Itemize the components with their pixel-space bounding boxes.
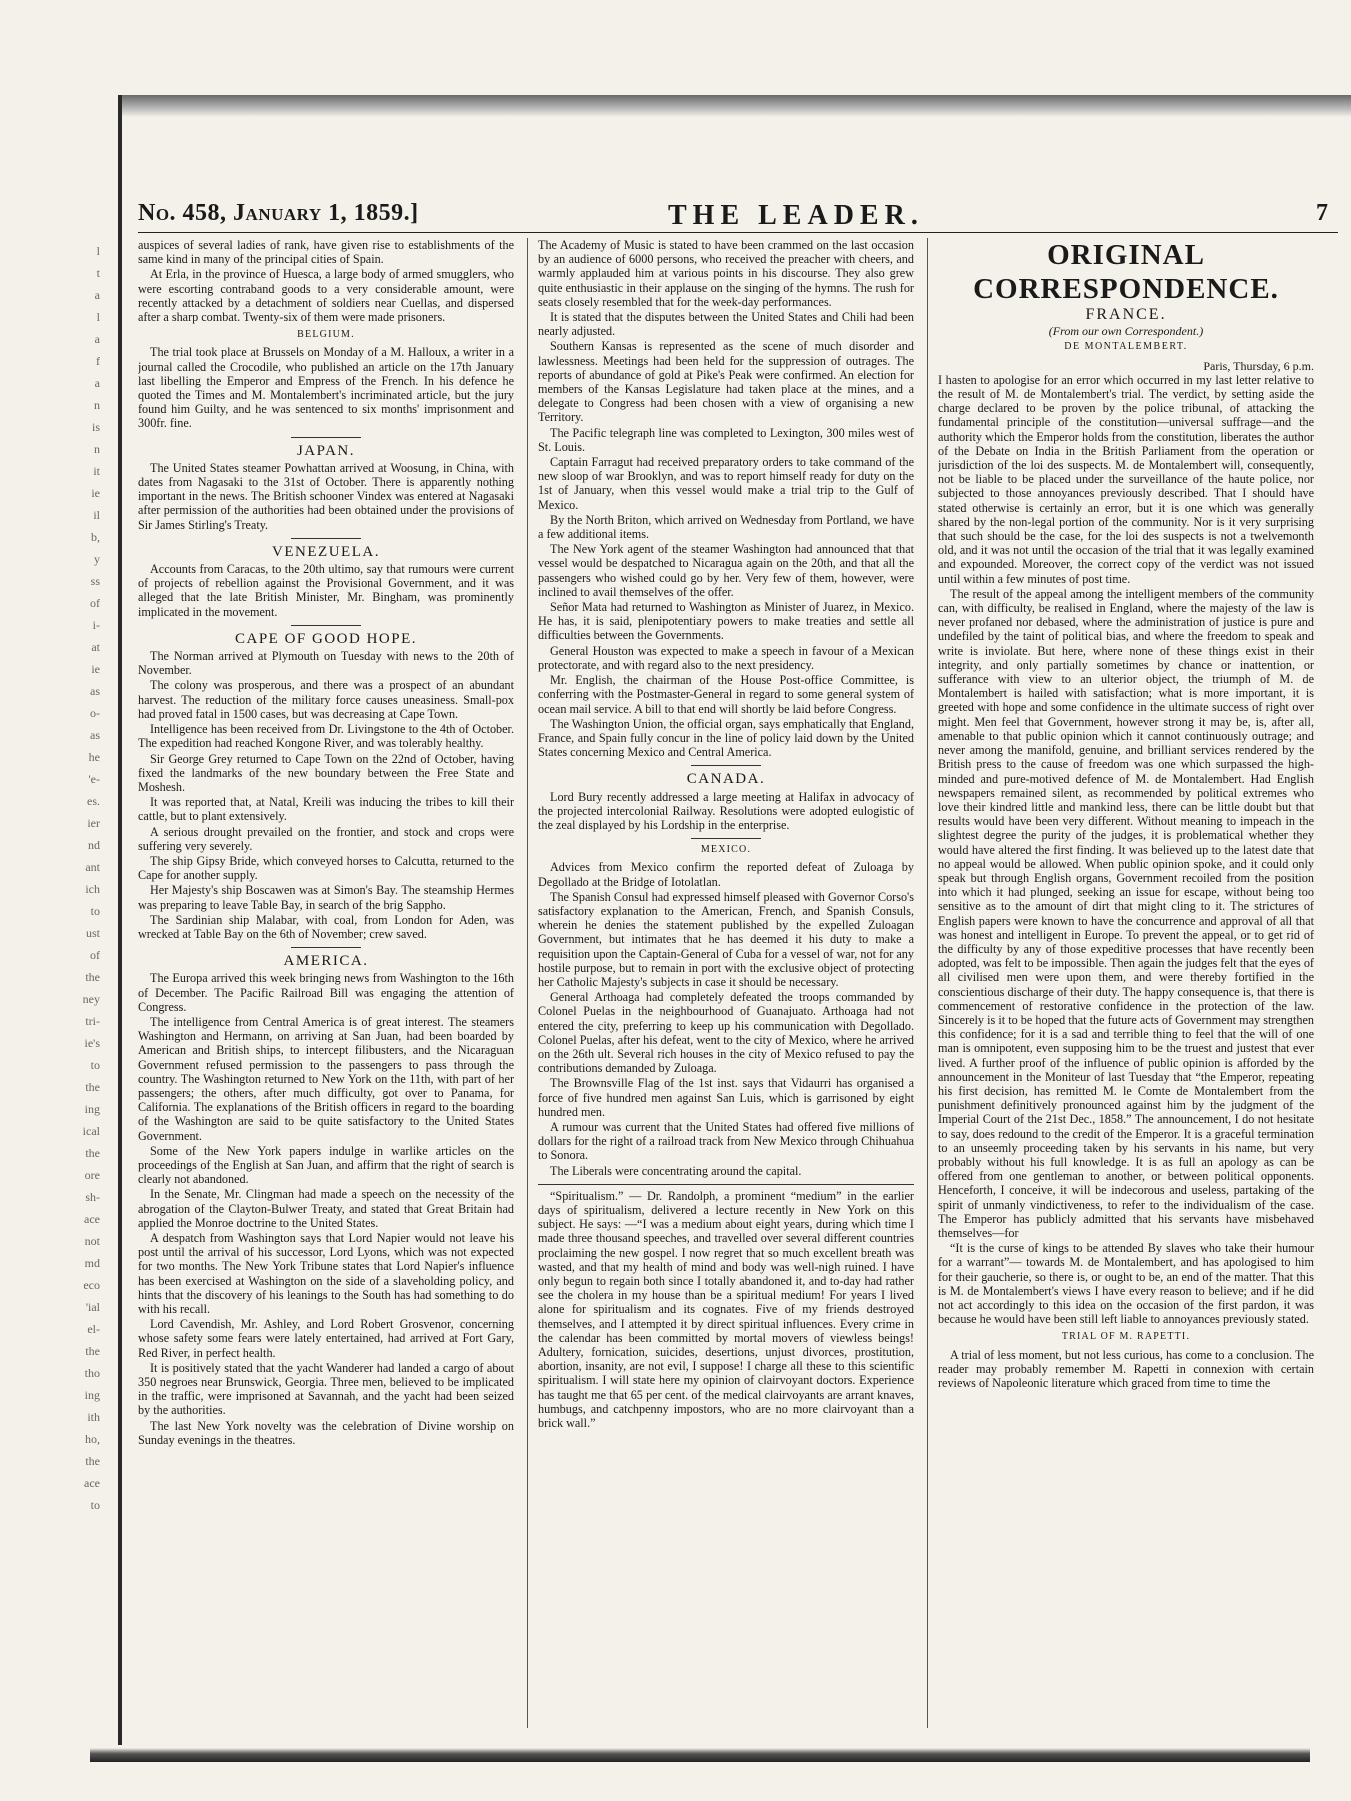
page-number: 7 (1316, 200, 1328, 226)
section-rule (291, 947, 361, 948)
spiritualism-article (538, 1189, 914, 1430)
venezuela-heading: VENEZUELA. (272, 543, 380, 560)
trial-heading: TRIAL OF M. RAPETTI. (1061, 1331, 1191, 1343)
paragraph: The last New York novelty was the celebration of Divine worship on Sunday evenings in the theatres. (138, 1418, 514, 1447)
section-rule (291, 437, 361, 438)
margin-fragment: ho, (85, 1432, 100, 1446)
paragraph: The Sardinian ship Malabar, with coal, from London for Aden, was wrecked at Table Bay on the 6th of November; crew saved. (138, 912, 514, 941)
canada-article (538, 790, 914, 833)
france-heading: FRANCE. (1085, 306, 1167, 323)
paragraph: Advices from Mexico confirm the reported defeat of Zuloaga by Degollado at the Bridge of Iotolatlan. (538, 860, 914, 889)
section-rule (291, 625, 361, 626)
margin-fragment: ier (87, 816, 100, 830)
japan-heading: JAPAN. (296, 442, 356, 459)
section-rule (691, 765, 761, 766)
paragraph: I hasten to apologise for an error which occurred in my last letter relative to the result of M. de Montalembert's trial. The verdict, by setting aside the charge declared to be proven by the police tribunal, of attacking the fundamental principle of the constitution—universal suffrage—and the authority which the Emperor holds from the constitution, liberates the author of the Debate on India in the British Parliament from the operation or jurisdiction of the loi des suspects. M. de Montalembert will, consequently, not be liable to be placed under the surveillance of the haute police, nor subjected to those annoyances previously described. That I should have stated otherwise is certainly an error, but it is one which was generally shared by the non-legal portion of the community. Nor is it very surprising that such should be the case, for the loi des suspects is not a twelvemonth old, and it was not until the occasion of the trial that it was legally examined and expounded. Moreover, the correct copy of the verdict was not issued until within a few minutes of post time. (938, 372, 1314, 586)
paragraph: Sir George Grey returned to Cape Town on the 22nd of October, having fixed the landmarks of the new boundary between the Free State and Moshesh. (138, 751, 514, 794)
column-3 (938, 238, 1314, 1728)
paragraph: The New York agent of the steamer Washington had announced that that vessel would be despatched to Nicaragua again on the 20th, and that all the passengers who wished could go by her. Very few of them, however, were inclined to avail themselves of the offer. (538, 542, 914, 599)
paragraph: The ship Gipsy Bride, which conveyed horses to Calcutta, returned to the Cape for another supply. (138, 853, 514, 883)
margin-fragment: a (94, 288, 100, 302)
margin-fragment: l (96, 244, 100, 258)
margin-fragment: ss (90, 574, 100, 588)
adjacent-page-margin (40, 240, 100, 1540)
belgium-article (138, 345, 514, 430)
margin-fragment: n (94, 442, 100, 456)
margin-fragment: to (90, 904, 100, 918)
margin-fragment: md (84, 1256, 100, 1270)
cape-article (138, 649, 514, 941)
paragraph: “Spiritualism.” — Dr. Randolph, a prominent “medium” in the earlier days of spiritualism, delivered a lecture recently in New York on this subject. He says: —“I was a medium about eight years, during which time I made three thousand speeches, and travelled over several different countries proclaiming the new gospel. I now regret that so much excellent breath was wasted, and that my health of mind and body was well-nigh ruined. I have only begun to regain both since I totally abandoned it, and to-day had rather see the cholera in my house than be a spiritual medium! For years I lived alone for spiritualism and its cognates. Five of my friends destroyed themselves, and I attempted it by direct spiritual influences. Every crime in the calendar has been committed by mortal movers of viewless beings! Adultery, fornication, suicides, desertions, unjust divorces, prostitution, abortion, insanity, are not evil, I suppose! I charge all these to this scientific spiritualism. I will state here my opinion of clairvoyant doctors. Experience has taught me that 65 per cent. of the medical clairvoyants are arrant knaves, humbugs, and catchpenny impostors, who are no more clairvoyant than a brick wall.” (538, 1188, 914, 1431)
paragraph: The intelligence from Central America is of great interest. The steamers Washington and Hermann, on arriving at San Juan, had been boarded by American and British ships, to intercept filibusters, and the Nicaraguan Government refused permission to the passengers to pass through the country. The Washington returned to New York on the 11th, with part of her passengers; the others, after much difficulty, got over to Panama, for California. The explanations of the British officers in regard to the boarding of the Washington are said to be quite satisfactory to the United States Government. (138, 1014, 514, 1143)
margin-fragment: not (84, 1234, 100, 1248)
margin-fragment: f (96, 354, 100, 368)
margin-fragment: the (85, 1454, 100, 1468)
spain-continued (138, 238, 514, 324)
margin-fragment: of (90, 948, 100, 962)
margin-fragment: as (90, 728, 100, 742)
paragraph: The Spanish Consul had expressed himself pleased with Governor Corso's satisfactory explanation to the American, French, and Spanish Consuls, wherein he denies the statement published by the expelled Zuloagan Government, but intimates that he has deemed it his duty to make a requisition upon the Captain-General of Cuba for a vessel of war, not for any hostile purpose, but to remain in port with the exclusive object of protecting her Catholic Majesty's subjects in case it should be necessary. (538, 889, 914, 989)
japan-article (138, 461, 514, 532)
margin-fragment: the (85, 1344, 100, 1358)
topic-heading: DE MONTALEMBERT. (1064, 341, 1188, 353)
mexico-heading: MEXICO. (700, 844, 752, 856)
margin-fragment: of (90, 596, 100, 610)
column-divider-1 (527, 238, 528, 1728)
paragraph: The Liberals were concentrating around the capital. (550, 1163, 802, 1178)
america-heading: AMERICA. (283, 953, 369, 970)
canada-heading: CANADA. (686, 771, 766, 788)
margin-fragment: ing (84, 1388, 100, 1402)
original-correspondence-heading: ORIGINAL CORRESPONDENCE. (973, 239, 1279, 305)
issue-number-date: No. 458, January 1, 1859.] (138, 200, 419, 226)
column-divider-2 (927, 238, 928, 1728)
masthead (138, 200, 1338, 233)
paragraph: A despatch from Washington says that Lord Napier would not leave his post until the arrival of his successor, Lord Lyons, which was not expected for two months. The New York Tribune states that Lord Napier's influence has been exercised at Washington on the side of a slaveholding policy, and hints that the discovery of his leanings to the South has had something to do with his recall. (138, 1231, 514, 1317)
paragraph: The Washington Union, the official organ, says emphatically that England, France, and Spain fully concur in the line of policy laid down by the United States concerning Mexico and Central America. (538, 716, 914, 760)
margin-fragment: i- (92, 618, 100, 632)
margin-fragment: a (94, 332, 100, 346)
margin-fragment: el- (87, 1322, 100, 1336)
paragraph: The result of the appeal among the intelligent members of the community can, with difficulty, be realised in England, where the majesty of the law is never profaned nor debased, where the administration of justice is pure and undefiled by the taint of political bias, and where the freedom to speak and write is inviolate. But here, where none of these things exist in their integrity, and only partially sometimes by chance or inattention, or sufferance with view to an ulterior object, the triumph of M. de Montalembert is hailed with satisfaction; what is more important, it is greeted with hope and some confidence in the ultimate success of right over might. Men feel that Government, however strong it may be, is, after all, amenable to that public opinion which it cannot continuously outrage; and never among the manifold, genuine, and brilliant services rendered by the British press to the cause of freedom was one which surpassed the high-minded and pure-motived defence of M. de Montalembert. Had English newspapers remained silent, as recommended by political extremes who love their kindred little and mankind less, there can be little doubt but that results would have been very different. Without meaning to impeach in the slightest degree the purity of the judges, it is problematical whether they would have altered the first finding. It was believed up to the latest date that no appeal would be allowed. When public opinion spoke, and it could only speak but through English organs, Government recoiled from the position into which it had plunged, seeking an issue for escape, without being too sensitive as to the amount of dirt that might cling to it. The strictures of English papers were known to have the concurrence and approval of all that was honest and intelligent in Europe. To prevent the appeal, or to get rid of the difficulty by any of those expeditive processes that have recently been adopted, was felt to be impossible. Then again the judges felt that the eyes of all civilised men were upon them, and were thereby fortified in the conscientious discharge of their duty. The happy consequence is, that there is commencement of restorative confidence in the protection of the law. Sincerely is it to be hoped that the future acts of Government may strengthen this confidence; for it is a sad and terrible thing to feel that the will of one man is omnipotent, even supposing him to be the truest and justest that ever lived. A further proof of the influence of public opinion is afforded by the announcement in the Moniteur of last Tuesday that “the Emperor, repeating his first decision, has remitted M. le Comte de Montalembert from the punishment definitively pronounced against him by the judgment of the Imperial Court of the 21st Dec., 1858.” The announcement, I do not hesitate to say, does redound to the credit of the Emperor. It is a graceful termination to an unseemly proceeding taken by his servants in his name, but very probably without his full knowledge. It is as full an apology as can be offered from one gentleman to another, or between political opponents. Henceforth, I conceive, it will be indecorous and useless, partaking of the spirit of unmanly vindictiveness, to refer to the individualism of the case. The Emperor has publicly admitted that his servants have misbehaved themselves—for (938, 586, 1314, 1240)
margin-fragment: y (94, 552, 100, 566)
paragraph: A trial of less moment, but not less curious, has come to a conclusion. The reader may probably remember M. Rapetti in connexion with certain reviews of Napoleonic literature which graced from time to time the (938, 1347, 1314, 1391)
margin-fragment: ie (91, 662, 100, 676)
margin-fragment: ust (85, 926, 100, 940)
paragraph: General Arthoaga had completely defeated the troops commanded by Colonel Puelas in the neighbourhood of Guanajuato. Arthoaga had not entered the city, preferring to keep up his communication with Degollado. Colonel Puelas, after his defeat, went to the city of Mexico, where he arrived on the 26th ult. Several rich houses in the city of Mexico refused to pay the contributions demanded by Zuloaga. (538, 990, 914, 1076)
cape-heading: CAPE OF GOOD HOPE. (234, 630, 418, 647)
margin-fragment: ie (91, 486, 100, 500)
dateline: Paris, Thursday, 6 p.m. (1203, 358, 1314, 373)
paragraph: The colony was prosperous, and there was a prospect of an abundant harvest. The reduction of the military force causes uneasiness. Small-pox had proved fatal in 1500 cases, but was decreasing at Cape Town. (138, 678, 514, 721)
trial-article (938, 1348, 1314, 1391)
paragraph: Southern Kansas is represented as the scene of much disorder and lawlessness. Meetings had been held for the suppression of outrages. The reports of abundance of gold at Pike's Peak were confirmed. An election for members of the Kansas Legislature had taken place at the mines, and a delegate to Congress had been chosen with a view of organising a new Territory. (538, 339, 914, 425)
paragraph: It is positively stated that the yacht Wanderer had landed a cargo of about 350 negroes near Brunswick, Georgia. Three men, believed to be implicated in the traffic, were imprisoned at Savannah, and the yacht had been seized by the authorities. (138, 1360, 514, 1418)
margin-fragment: tho (84, 1366, 100, 1380)
scan-shadow-bottom (90, 1748, 1310, 1762)
margin-fragment: he (88, 750, 100, 764)
margin-fragment: t (96, 266, 100, 280)
paragraph: Captain Farragut had received preparatory orders to take command of the new sloop of war Brooklyn, and was to report himself ready for duty on the 1st of January, when this vessel would make a trial trip to the Gulf of Mexico. (538, 455, 914, 512)
america-article (138, 971, 514, 1447)
margin-fragment: ace (84, 1212, 100, 1226)
paragraph: A rumour was current that the United States had offered five millions of dollars for the right of a railroad track from New Mexico through Chihuahua to Sonora. (538, 1119, 914, 1163)
margin-fragment: 'ial (85, 1300, 100, 1314)
correspondent-byline: (From our own Correspondent.) (1048, 324, 1204, 339)
paragraph: A serious drought prevailed on the frontier, and stock and crops were suffering very severely. (138, 824, 514, 853)
column-2 (538, 238, 914, 1728)
section-rule (691, 838, 761, 839)
belgium-heading: BELGIUM. (297, 329, 355, 341)
paragraph: The Academy of Music is stated to have been crammed on the last occasion by an audience of 6000 persons, who received the preacher with cheers, and warmly applauded him at various points in his discourse. They also grew quite enthusiastic in their applause on the singing of the hymns. The rush for seats closely resembled that for the week-day performances. (538, 238, 914, 309)
paragraph: General Houston was expected to make a speech in favour of a Mexican protectorate, and with regard also to the next presidency. (538, 643, 914, 672)
paragraph: In the Senate, Mr. Clingman had made a speech on the necessity of the abrogation of the Clayton-Bulwer Treaty, and stated that Great Britain had applied the Monroe doctrine to the United States. (138, 1187, 514, 1230)
margin-fragment: ith (87, 1410, 100, 1424)
margin-fragment: a (94, 376, 100, 390)
margin-fragment: b, (91, 530, 100, 544)
paragraph: Accounts from Caracas, to the 20th ultimo, say that rumours were current of projects of rebellion against the Provisional Government, and it was alleged that the late British Minister, Mr. Bingham, was prominently implicated in the movement. (138, 562, 514, 619)
margin-fragment: ie's (84, 1036, 100, 1050)
margin-fragment: at (91, 640, 100, 654)
column-1 (138, 238, 514, 1728)
margin-fragment: nd (88, 838, 100, 852)
margin-fragment: eco (83, 1278, 100, 1292)
margin-fragment: ant (85, 860, 100, 874)
margin-fragment: ney (82, 992, 100, 1006)
america-continued (538, 238, 914, 759)
margin-fragment: 'e- (88, 772, 100, 786)
paragraph: Lord Bury recently addressed a large meeting at Halifax in advocacy of the projected intercolonial Railway. Resolutions were adopted eulogistic of the zeal displayed by his Lordship in the enterprise. (538, 789, 914, 832)
margin-fragment: n (94, 398, 100, 412)
margin-fragment: the (85, 1146, 100, 1160)
paragraph: The Norman arrived at Plymouth on Tuesday with news to the 20th of November. (138, 649, 514, 678)
scan-shadow-left (118, 95, 122, 1745)
margin-fragment: l (96, 310, 100, 324)
margin-fragment: to (90, 1058, 100, 1072)
section-rule (538, 1184, 914, 1185)
paragraph: Intelligence has been received from Dr. Livingstone to the 4th of October. The expedition had reached Kongone River, and was tolerably healthy. (138, 722, 514, 751)
margin-fragment: is (91, 420, 100, 434)
paragraph: At Erla, in the province of Huesca, a large body of armed smugglers, who were escorting contraband goods to a very considerable amount, were recently attacked by a detachment of soldiers near Cuellas, and dispersed after a sharp combat. Twenty-six of them were made prisoners. (138, 267, 514, 325)
paragraph: The United States steamer Powhattan arrived at Woosung, in China, with dates from Nagasaki to the 31st of October. There is apparently nothing important in the news. The British schooner Vindex was entered at Nagasaki after permission of the authorities had been obtained under the provisions of Sir James Stirling's Treaty. (138, 460, 514, 532)
paragraph: The Brownsville Flag of the 1st inst. says that Vidaurri has organised a force of five hundred men against San Luis, which is garrisoned by eight hundred men. (538, 1076, 914, 1119)
margin-fragment: ing (84, 1102, 100, 1116)
margin-fragment: il (93, 508, 100, 522)
paragraph: Her Majesty's ship Boscawen was at Simon's Bay. The steamship Hermes was preparing to leave Table Bay, in search of the brig Sappho. (138, 883, 514, 912)
paragraph: Lord Cavendish, Mr. Ashley, and Lord Robert Grosvenor, concerning whose safety some fears were lately entertained, had arrived at Fort Gary, Red River, in perfect health. (138, 1317, 514, 1360)
paragraph: Some of the New York papers indulge in warlike articles on the proceedings of the English at San Juan, and affirm that the right of search is clearly not abandoned. (138, 1143, 514, 1187)
paragraph: By the North Briton, which arrived on Wednesday from Portland, we have a few additional items. (538, 512, 914, 542)
venezuela-article (138, 562, 514, 619)
paragraph: The Europa arrived this week bringing news from Washington to the 16th of December. The Pacific Railroad Bill was engaging the attention of Congress. (138, 971, 514, 1014)
scan-shadow-top (120, 95, 1351, 117)
margin-fragment: ace (84, 1476, 100, 1490)
paragraph: The trial took place at Brussels on Monday of a M. Halloux, a writer in a journal called the Crocodile, who published an article on the 17th January last libelling the Emperor and Empress of the French. In his defence he quoted the Times and M. Montalembert's incriminated article, but the jury found him Guilty, and he was sentenced to six months' imprisonment and 300fr. fine. (138, 345, 514, 431)
margin-fragment: as (90, 684, 100, 698)
margin-fragment: tri- (85, 1014, 100, 1028)
margin-fragment: the (85, 1080, 100, 1094)
newspaper-title: THE LEADER. (668, 200, 924, 231)
margin-fragment: es. (87, 794, 100, 808)
paragraph: “It is the curse of kings to be attended By slaves who take their humour for a warrant”— towards M. de Montalembert, and has apologised to him for their gaucherie, so there is, or ought to be, an end of the matter. That this is M. de Montalembert's views I have every reason to believe; and if he did not act accordingly to this idea on the occasion of the first pardon, it was because he would have been still left liable to annoyances previously stated. (938, 1241, 1314, 1327)
margin-fragment: ich (85, 882, 100, 896)
margin-fragment: ical (82, 1124, 100, 1138)
section-rule (291, 538, 361, 539)
correspondence-letter (938, 373, 1314, 1327)
margin-fragment: the (85, 970, 100, 984)
margin-fragment: sh- (85, 1190, 100, 1204)
margin-fragment: it (93, 464, 100, 478)
paragraph: Señor Mata had returned to Washington as Minister of Juarez, in Mexico. He has, it is said, plenipotentiary powers to make treaties and settle all difficulties between the Governments. (538, 600, 914, 643)
paragraph: It is stated that the disputes between the United States and Chili had been nearly adjusted. (538, 310, 914, 339)
paragraph: It was reported that, at Natal, Kreili was inducing the tribes to kill their cattle, but to plant extensively. (138, 795, 514, 824)
paragraph: Mr. English, the chairman of the House Post-office Committee, is conferring with the Postmaster-General in regard to some general system of ocean mail service. A bill to that end will shortly be laid before Congress. (538, 673, 914, 716)
mexico-article (538, 860, 914, 1177)
paragraph: auspices of several ladies of rank, have given rise to establishments of the same kind in many of the principal cities of Spain. (138, 238, 514, 267)
paragraph: The Pacific telegraph line was completed to Lexington, 300 miles west of St. Louis. (538, 425, 914, 454)
margin-fragment: ore (84, 1168, 100, 1182)
margin-fragment: o- (90, 706, 100, 720)
margin-fragment: to (90, 1498, 100, 1512)
